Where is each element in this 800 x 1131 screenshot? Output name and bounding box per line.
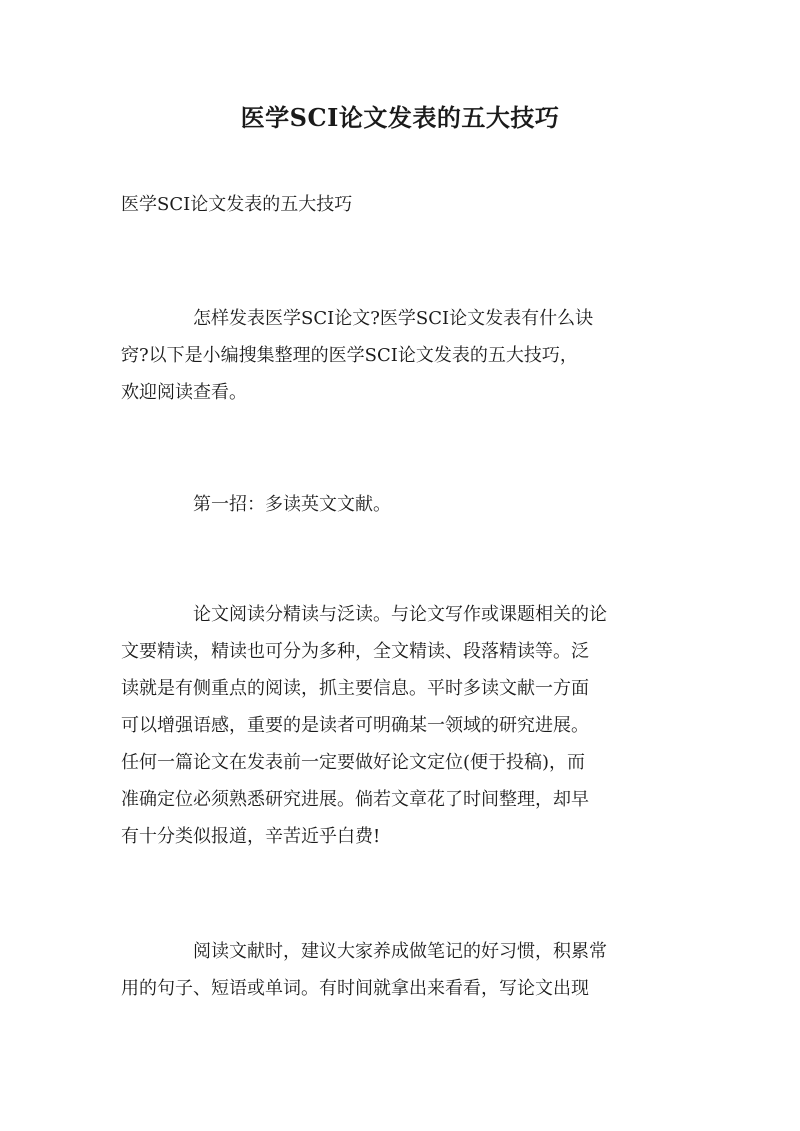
paragraph-line: 怎样发表医学SCI论文?医学SCI论文发表有什么诀	[193, 308, 594, 329]
paragraph-line: 读就是有侧重点的阅读，抓主要信息。平时多读文献一方面	[121, 678, 589, 699]
paragraph-line: 阅读文献时，建议大家养成做笔记的好习惯，积累常	[193, 941, 607, 962]
paragraph-line: 用的句子、短语或单词。有时间就拿出来看看，写论文出现	[121, 978, 589, 999]
paragraph-line: 窍?以下是小编搜集整理的医学SCI论文发表的五大技巧，	[121, 345, 578, 366]
document-title: 医学SCI论文发表的五大技巧	[240, 103, 560, 132]
paragraph-intro	[121, 300, 693, 411]
paragraph-line: 第一招：多读英文文献。	[193, 494, 391, 515]
paragraph-reading	[121, 596, 693, 855]
paragraph-line: 准确定位必须熟悉研究进展。倘若文章花了时间整理，却早	[121, 789, 589, 810]
paragraph-line: 任何一篇论文在发表前一定要做好论文定位(便于投稿)，而	[121, 752, 586, 773]
paragraph-line: 论文阅读分精读与泛读。与论文写作或课题相关的论	[193, 604, 607, 625]
paragraph-line: 文要精读，精读也可分为多种，全文精读、段落精读等。泛	[121, 641, 589, 662]
section-heading-first-tip	[121, 486, 693, 523]
paragraph-line: 欢迎阅读查看。	[121, 382, 247, 403]
paragraph-notes	[121, 933, 693, 1007]
paragraph-line: 可以增强语感，重要的是读者可明确某一领域的研究进展。	[121, 715, 589, 736]
paragraph-line: 有十分类似报道，辛苦近乎白费!	[121, 826, 381, 847]
document-subtitle: 医学SCI论文发表的五大技巧	[121, 194, 353, 215]
